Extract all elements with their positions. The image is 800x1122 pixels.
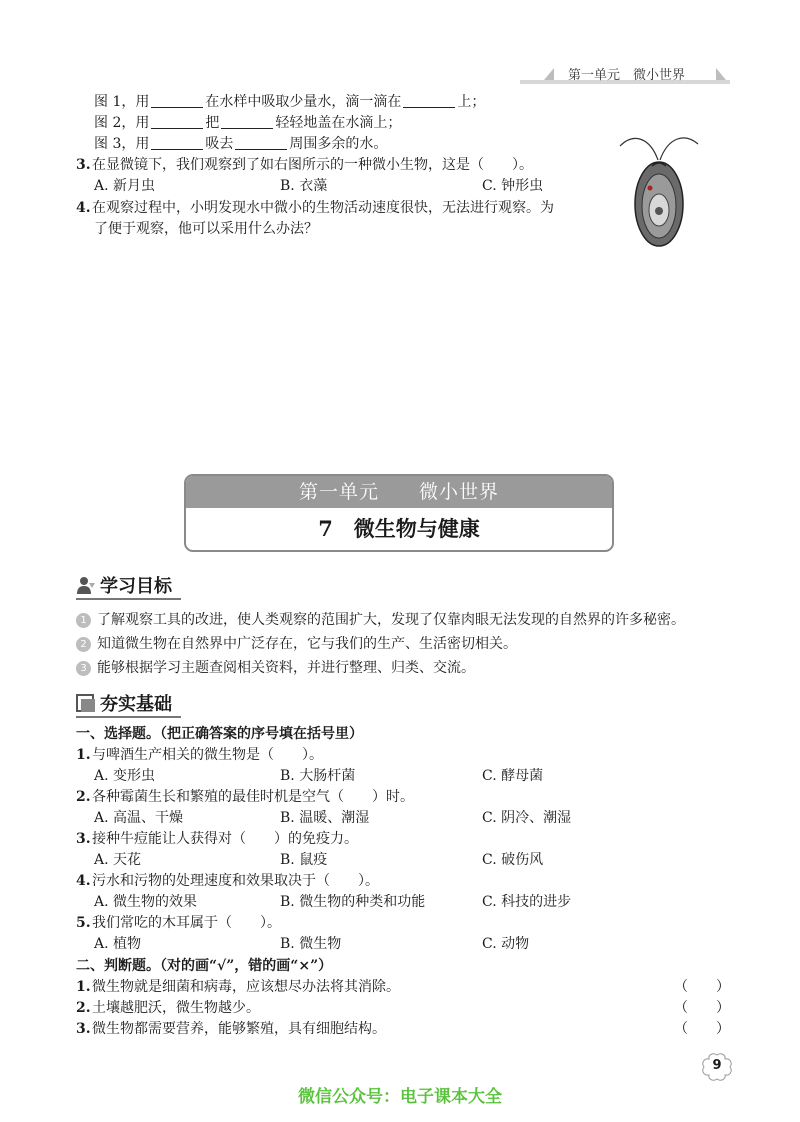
question-4-line-2: 了便于观察，他可以采用什么办法？ [94, 221, 318, 237]
goal-marker-2: 2 [76, 637, 91, 652]
choice-question-3-number: 3. [76, 831, 91, 847]
fig3-text-b: 吸去 [205, 136, 234, 152]
choice-question-4 [76, 871, 379, 891]
judgment-1-answer-blank[interactable]: （ ） [674, 979, 730, 995]
fig2-text-a: 图 2，用 [94, 115, 150, 131]
fig2-instruction [94, 113, 401, 133]
goal-item-3 [76, 658, 475, 678]
lesson-title: 7 微生物与健康 [318, 516, 480, 541]
choice-question-5 [76, 913, 281, 933]
person-icon [76, 575, 96, 595]
goal-marker-3: 3 [76, 661, 91, 676]
page-number: 9 [712, 1058, 722, 1073]
fig3-text-a: 图 3，用 [94, 136, 150, 152]
judgment-3 [76, 1019, 386, 1039]
choice-question-2-option-a[interactable]: A. 高温、干燥 [94, 810, 184, 826]
fig1-instruction [94, 92, 485, 112]
choice-question-3-text: 接种牛痘能让人获得对（ ）的免疫力。 [92, 831, 358, 847]
fig1-blank-1[interactable] [151, 93, 203, 108]
choice-question-5-option-b[interactable]: B. 微生物 [280, 936, 342, 952]
question-3-number: 3. [76, 157, 91, 173]
fig3-blank-2[interactable] [235, 135, 287, 150]
question-3 [76, 155, 533, 175]
question-4-line-1: 在观察过程中，小明发现水中微小的生物活动速度很快，无法进行观察。为 [92, 200, 554, 216]
part2-title: 二、判断题。（对的画“√”，错的画“×”） [76, 958, 333, 974]
running-header [520, 62, 730, 86]
choice-question-5-option-a[interactable]: A. 植物 [94, 936, 142, 952]
judgment-1 [76, 977, 400, 997]
choice-question-2-number: 2. [76, 789, 91, 805]
choice-question-1 [76, 745, 323, 765]
question-4-number: 4. [76, 200, 91, 216]
question-3-option-c[interactable]: C. 钟形虫 [482, 178, 544, 194]
choice-question-1-option-b[interactable]: B. 大肠杆菌 [280, 768, 356, 784]
lesson-title-box [184, 474, 614, 552]
fig3-text-c: 周围多余的水。 [289, 136, 388, 152]
choice-question-5-option-c[interactable]: C. 动物 [482, 936, 530, 952]
fig3-blank-1[interactable] [151, 135, 203, 150]
question-4 [76, 198, 554, 218]
header-triangle-right-icon [716, 68, 726, 80]
fig1-text-a: 图 1，用 [94, 94, 150, 110]
choice-question-4-text: 污水和污物的处理速度和效果取决于（ ）。 [92, 873, 379, 889]
goal-text-3: 能够根据学习主题查阅相关资料，并进行整理、归类、交流。 [97, 660, 475, 676]
basics-underline [76, 716, 181, 718]
footer-watermark: 微信公众号：电子课本大全 [298, 1087, 502, 1107]
notebook-icon [76, 693, 96, 713]
judgment-2-answer-blank[interactable]: （ ） [674, 1000, 730, 1016]
choice-question-2-option-b[interactable]: B. 温暖、潮湿 [280, 810, 370, 826]
choice-question-4-option-b[interactable]: B. 微生物的种类和功能 [280, 894, 426, 910]
goal-marker-1: 1 [76, 613, 91, 628]
choice-question-2 [76, 787, 414, 807]
header-triangle-left-icon [544, 68, 554, 80]
basics-title: 夯实基础 [100, 694, 172, 715]
judgment-1-text: 微生物就是细菌和病毒，应该想尽办法将其消除。 [92, 979, 400, 995]
page-number-badge [700, 1052, 734, 1082]
choice-question-3-option-b[interactable]: B. 鼠疫 [280, 852, 328, 868]
goal-text-2: 知道微生物在自然界中广泛存在，它与我们的生产、生活密切相关。 [97, 636, 517, 652]
part1-title: 一、选择题。（把正确答案的序号填在括号里） [76, 726, 363, 742]
choice-question-2-option-c[interactable]: C. 阴冷、潮湿 [482, 810, 572, 826]
goal-item-1 [76, 610, 685, 630]
question-3-option-b[interactable]: B. 衣藻 [280, 178, 328, 194]
goal-text-1: 了解观察工具的改进，使人类观察的范围扩大，发现了仅靠肉眼无法发现的自然界的许多秘密。 [97, 612, 685, 628]
choice-question-4-option-a[interactable]: A. 微生物的效果 [94, 894, 198, 910]
choice-question-1-number: 1. [76, 747, 91, 763]
goal-item-2 [76, 634, 517, 654]
choice-question-2-text: 各种霉菌生长和繁殖的最佳时机是空气（ ）时。 [92, 789, 414, 805]
judgment-3-answer-blank[interactable]: （ ） [674, 1021, 730, 1037]
judgment-3-number: 3. [76, 1021, 91, 1037]
choice-question-4-option-c[interactable]: C. 科技的进步 [482, 894, 572, 910]
choice-question-5-number: 5. [76, 915, 91, 931]
judgment-1-number: 1. [76, 979, 91, 995]
header-unit-title: 第一单元 微小世界 [568, 68, 686, 83]
question-3-text: 在显微镜下，我们观察到了如右图所示的一种微小生物，这是（ ）。 [92, 157, 533, 173]
choice-question-3-option-a[interactable]: A. 天花 [94, 852, 142, 868]
choice-question-3 [76, 829, 358, 849]
learning-goals-title: 学习目标 [100, 576, 172, 597]
fig1-blank-2[interactable] [403, 93, 455, 108]
fig1-text-b: 在水样中吸取少量水，滴一滴在 [205, 94, 402, 110]
choice-question-5-text: 我们常吃的木耳属于（ ）。 [92, 915, 281, 931]
judgment-2-text: 土壤越肥沃，微生物越少。 [92, 1000, 260, 1016]
judgment-2 [76, 998, 260, 1018]
fig3-instruction [94, 134, 387, 154]
fig1-text-c: 上； [457, 94, 486, 110]
fig2-text-b: 把 [205, 115, 220, 131]
choice-question-3-option-c[interactable]: C. 破伤风 [482, 852, 544, 868]
microorganism-illustration [612, 126, 704, 250]
basics-header [76, 690, 172, 716]
fig2-blank-1[interactable] [151, 114, 203, 129]
unit-title: 第一单元 微小世界 [186, 476, 612, 508]
choice-question-1-option-c[interactable]: C. 酵母菌 [482, 768, 544, 784]
choice-question-1-option-a[interactable]: A. 变形虫 [94, 768, 156, 784]
judgment-2-number: 2. [76, 1000, 91, 1016]
fig2-blank-2[interactable] [221, 114, 273, 129]
judgment-3-text: 微生物都需要营养，能够繁殖，具有细胞结构。 [92, 1021, 386, 1037]
learning-goals-header [76, 572, 172, 598]
learning-goals-underline [76, 598, 181, 600]
choice-question-4-number: 4. [76, 873, 91, 889]
question-3-option-a[interactable]: A. 新月虫 [94, 178, 156, 194]
fig2-text-c: 轻轻地盖在水滴上； [275, 115, 402, 131]
choice-question-1-text: 与啤酒生产相关的微生物是（ ）。 [92, 747, 323, 763]
